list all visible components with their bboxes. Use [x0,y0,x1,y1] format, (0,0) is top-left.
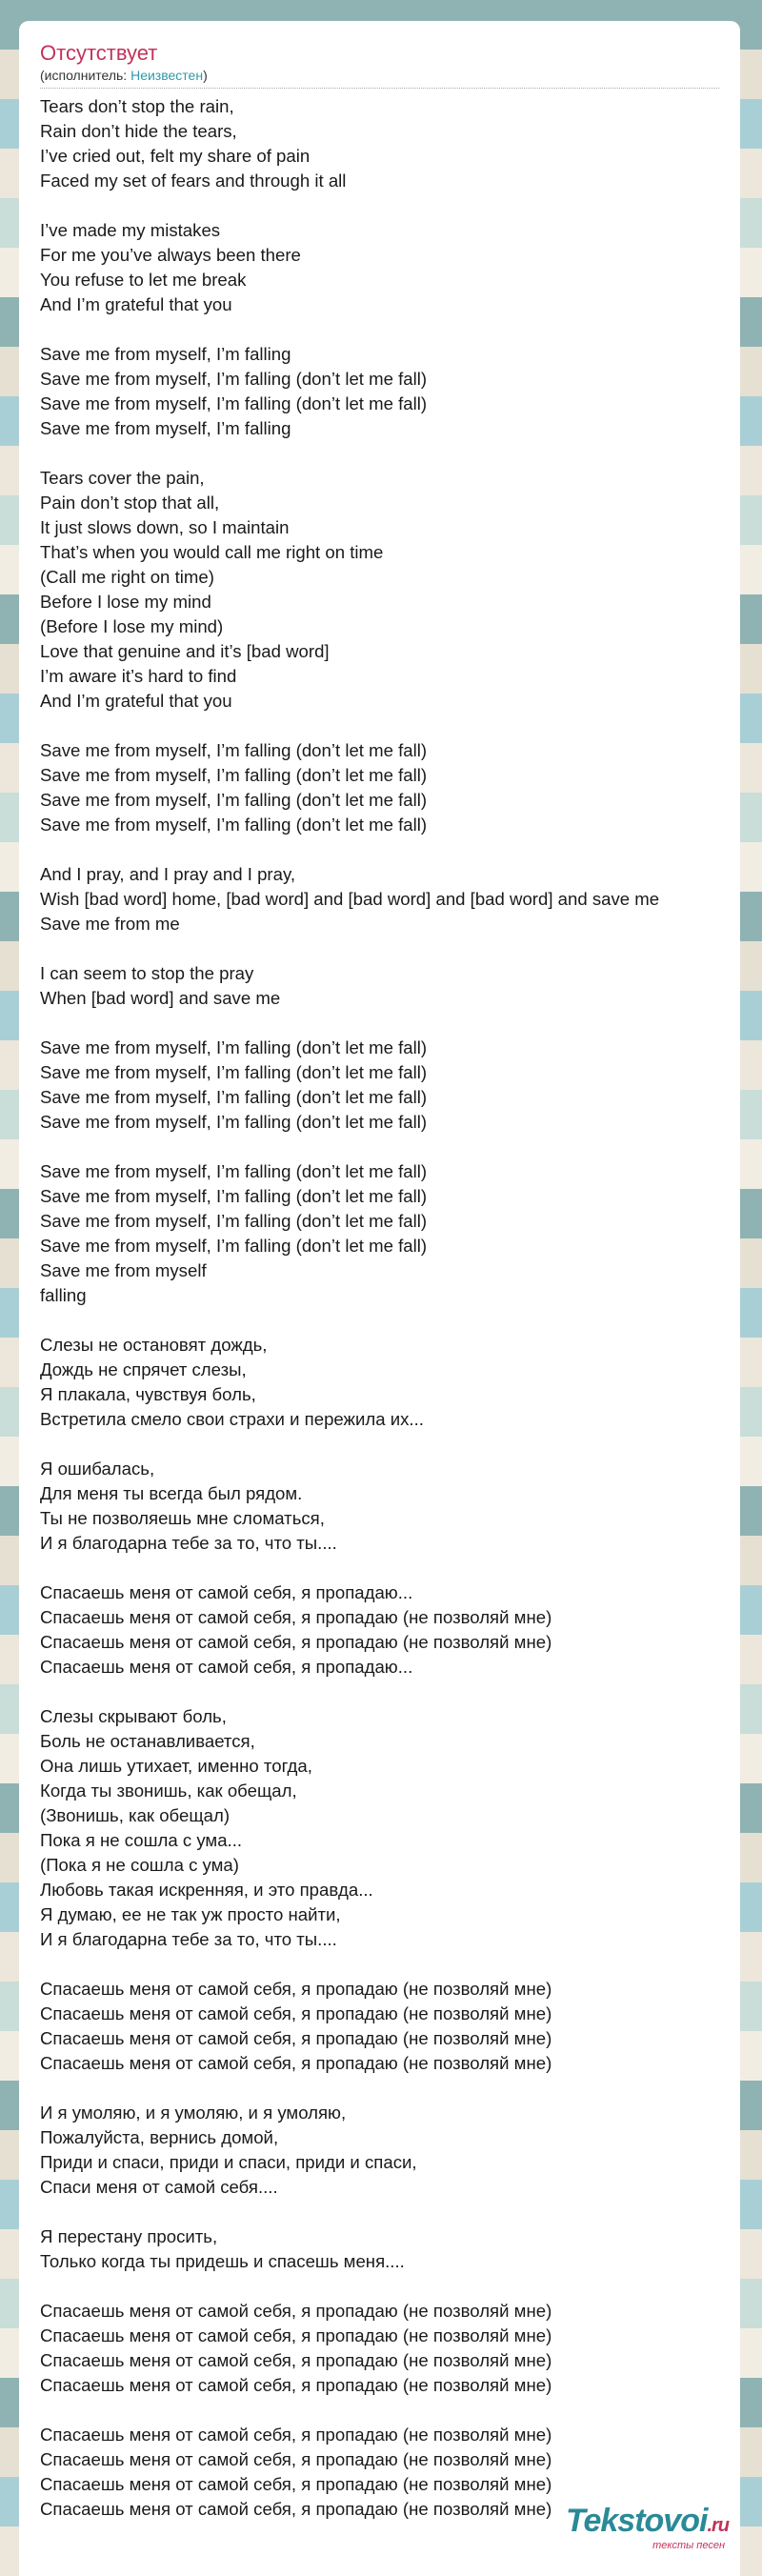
stanza-gap [40,2076,740,2101]
lyric-line: Спасаешь меня от самой себя, я пропадаю (не позволяй мне) [40,2003,552,2023]
stanza-gap [40,1432,740,1457]
lyric-line: Save me from myself [40,1260,207,1280]
lyric-line: Save me from myself, I’m falling (don’t let me fall) [40,1161,428,1181]
lyric-line: Когда ты звонишь, как обещал, [40,1781,297,1801]
lyrics-text [40,94,740,2522]
lyric-line: Я думаю, ее не так уж просто найти, [40,1904,341,1924]
lyric-line: Save me from myself, I’m falling (don’t let me fall) [40,1236,428,1256]
lyric-line: (Call me right on time) [40,567,214,587]
lyric-line: Спасаешь меня от самой себя, я пропадаю (не позволяй мне) [40,1979,552,1999]
lyric-line: Ты не позволяешь мне сломаться, [40,1508,325,1528]
lyric-line: It just slows down, so I maintain [40,517,290,537]
lyric-line: Save me from myself, I’m falling (don’t let me fall) [40,369,428,389]
lyric-line: I can seem to stop the pray [40,963,254,983]
stanza-gap [40,2274,740,2299]
lyric-line: Save me from myself, I’m falling (don’t let me fall) [40,1211,428,1231]
lyric-line: Save me from myself, I’m falling (don’t let me fall) [40,790,428,810]
lyric-line: Только когда ты придешь и спасешь меня.... [40,2251,405,2271]
lyric-line: Спасаешь меня от самой себя, я пропадаю (не позволяй мне) [40,2028,552,2048]
lyric-line: Я перестану просить, [40,2226,218,2246]
artist-line [40,67,740,84]
lyric-line: Спасаешь меня от самой себя, я пропадаю (не позволяй мне) [40,2350,552,2370]
lyric-line: И я умоляю, и я умоляю, и я умоляю, [40,2103,347,2123]
stanza-gap [40,936,740,961]
stanza-gap [40,837,740,862]
stanza-gap [40,1556,740,1580]
lyric-line: Before I lose my mind [40,592,211,612]
lyric-line: You refuse to let me break [40,270,247,290]
lyric-line: Save me from myself, I’m falling [40,344,291,364]
lyric-line: И я благодарна тебе за то, что ты.... [40,1533,337,1553]
lyric-line: Она лишь утихает, именно тогда, [40,1756,312,1776]
lyric-line: (Before I lose my mind) [40,616,224,636]
logo-tld: .ru [707,2515,729,2536]
lyric-line: Спасаешь меня от самой себя, я пропадаю... [40,1582,413,1602]
lyric-line: And I’m grateful that you [40,294,232,314]
lyric-line: Save me from myself, I’m falling (don’t let me fall) [40,1037,428,1057]
stanza-gap [40,1308,740,1333]
lyric-line: Пока я не сошла с ума... [40,1830,243,1850]
lyric-line: Спасаешь меня от самой себя, я пропадаю... [40,1657,413,1677]
lyric-line: Save me from myself, I’m falling (don’t let me fall) [40,740,428,760]
lyric-line: Tears cover the pain, [40,468,205,488]
lyric-line: Rain don’t hide the tears, [40,121,237,141]
lyric-line: I’ve made my mistakes [40,220,221,240]
lyric-line: Save me from myself, I’m falling (don’t let me fall) [40,1062,428,1082]
lyric-line: Я плакала, чувствуя боль, [40,1384,256,1404]
stanza-gap [40,1011,740,1036]
song-title: Отсутствует [40,41,158,65]
lyric-line: And I’m grateful that you [40,691,232,711]
lyric-line: Pain don’t stop that all, [40,493,220,513]
artist-suffix: ) [203,68,208,83]
lyric-line: Спасаешь меня от самой себя, я пропадаю (не позволяй мне) [40,2053,552,2073]
lyric-line: Save me from myself, I’m falling (don’t let me fall) [40,393,428,413]
lyric-line: Я ошибалась, [40,1459,155,1479]
lyric-line: Спасаешь меня от самой себя, я пропадаю (не позволяй мне) [40,2425,552,2445]
lyric-line: Save me from myself, I’m falling (don’t let me fall) [40,815,428,835]
lyrics-card [19,21,740,2576]
lyric-line: Спаси меня от самой себя.... [40,2177,278,2197]
stanza-gap [40,441,740,466]
artist-prefix: (исполнитель: [40,68,131,83]
stanza-gap [40,1952,740,1977]
lyric-line: Save me from me [40,914,180,934]
lyric-line: Дождь не спрячет слезы, [40,1359,247,1379]
lyric-line: (Звонишь, как обещал) [40,1805,231,1825]
lyric-line: Love that genuine and it’s [bad word] [40,641,330,661]
lyric-line: That’s when you would call me right on time [40,542,384,562]
lyric-line: Спасаешь меня от самой себя, я пропадаю (не позволяй мне) [40,2499,552,2519]
stanza-gap [40,1135,740,1159]
stanza-gap [40,1680,740,1704]
lyric-line: Спасаешь меня от самой себя, я пропадаю (не позволяй мне) [40,2375,552,2395]
lyric-line: Save me from myself, I’m falling (don’t let me fall) [40,765,428,785]
lyric-line: For me you’ve always been there [40,245,301,265]
lyric-line: (Пока я не сошла с ума) [40,1855,239,1875]
logo-tagline: тексты песен [652,2540,725,2551]
lyric-line: I’m aware it’s hard to find [40,666,237,686]
lyric-line: Слезы скрывают боль, [40,1706,227,1726]
lyric-line: Спасаешь меня от самой себя, я пропадаю (не позволяй мне) [40,1607,552,1627]
lyric-line: When [bad word] and save me [40,988,281,1008]
lyric-line: falling [40,1285,87,1305]
lyric-line: And I pray, and I pray and I pray, [40,864,296,884]
stanza-gap [40,193,740,218]
stanza-gap [40,317,740,342]
site-logo[interactable] [566,2505,729,2551]
lyric-line: Save me from myself, I’m falling [40,418,291,438]
lyric-line: Save me from myself, I’m falling (don’t let me fall) [40,1087,428,1107]
lyric-line: Faced my set of fears and through it all [40,171,347,191]
lyric-line: Save me from myself, I’m falling (don’t let me fall) [40,1186,428,1206]
stanza-gap [40,714,740,738]
lyric-line: Спасаешь меня от самой себя, я пропадаю (не позволяй мне) [40,2474,552,2494]
lyric-line: Слезы не остановят дождь, [40,1335,268,1355]
lyric-line: Спасаешь меня от самой себя, я пропадаю (не позволяй мне) [40,2325,552,2345]
lyric-line: Save me from myself, I’m falling (don’t let me fall) [40,1112,428,1132]
lyric-line: Боль не останавливается, [40,1731,255,1751]
lyric-line: Пожалуйста, вернись домой, [40,2127,279,2147]
title-divider [40,88,719,89]
lyric-line: И я благодарна тебе за то, что ты.... [40,1929,337,1949]
lyric-line: Встретила смело свои страхи и пережила их... [40,1409,424,1429]
lyric-line: Спасаешь меня от самой себя, я пропадаю (не позволяй мне) [40,1632,552,1652]
stanza-gap [40,2200,740,2224]
logo-name: Tekstovoi [565,2503,708,2539]
lyric-line: Приди и спаси, приди и спаси, приди и спаси, [40,2152,417,2172]
artist-link[interactable]: Неизвестен [130,68,204,83]
lyric-line: I’ve cried out, felt my share of pain [40,146,311,166]
lyric-line: Спасаешь меня от самой себя, я пропадаю (не позволяй мне) [40,2449,552,2469]
lyric-line: Wish [bad word] home, [bad word] and [bad word] and [bad word] and save me [40,889,660,909]
lyric-line: Любовь такая искренняя, и это правда... [40,1880,373,1900]
lyric-line: Спасаешь меня от самой себя, я пропадаю (не позволяй мне) [40,2301,552,2321]
lyric-line: Tears don’t stop the rain, [40,96,234,116]
lyric-line: Для меня ты всегда был рядом. [40,1483,303,1503]
stanza-gap [40,2398,740,2423]
